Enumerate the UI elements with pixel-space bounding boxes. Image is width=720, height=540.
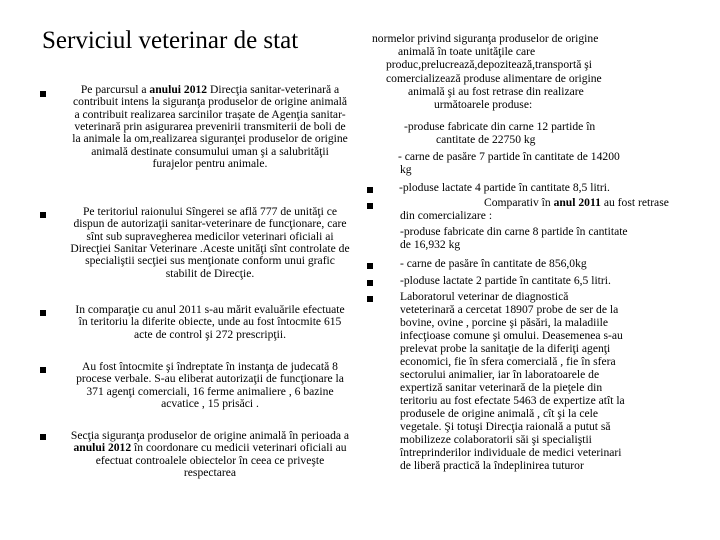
- text-line: -ploduse lactate 4 partide în cantitate 8,5 litri.: [399, 181, 610, 194]
- text-line: -produse fabricate din carne 8 partide în cantitate: [400, 225, 628, 238]
- text-line: comercializează produse alimentare de origine: [386, 72, 602, 85]
- text-line: produc,prelucrează,depozitează,transportă şi: [386, 58, 592, 71]
- bullet-icon: [367, 263, 373, 269]
- text-line: infecţioase comune şi omului. Deasemenea s-au: [400, 329, 623, 342]
- text-line: animală în toate unităţile care: [398, 45, 536, 58]
- text-line: sectorului animalier, iar în laboratoarele de: [400, 368, 600, 381]
- text-line: produsele de origine animală , cît şi la cele: [400, 407, 598, 420]
- bullet-icon: [40, 367, 46, 373]
- page-title: Serviciul veterinar de stat: [42, 27, 299, 54]
- text-line: -produse fabricate din carne 12 partide în: [404, 120, 596, 133]
- bullet-icon: [40, 212, 46, 218]
- text-line: întreprinderilor individuale de medici veterinari: [400, 446, 622, 459]
- text-line: animală şi au fost retrase din realizare: [408, 85, 584, 98]
- paragraph-units: Pe teritoriul raionului Sîngerei se află 777 de unităţi ce dispun de autorizaţii sanitar-veterinare de funcţionare, care sînt sub supravegherea medicilor veterinari oficiali ai Direcţiei Sanitar Veterinare .Aceste unităţi sînt controlate de specialiştii secţiei sus menţionate conform unui grafic stabilit de Direcţie.: [70, 205, 350, 280]
- text-line: expertiză sanitar veterinară de la pieţele din: [400, 381, 603, 394]
- text-line: - carne de pasăre 7 partide în cantitate de 14200: [398, 150, 620, 163]
- bullet-icon: [367, 280, 373, 286]
- text-line: din comercializare :: [400, 209, 493, 222]
- text-line: veteterinară a cercetat 18907 probe de ser de la: [400, 303, 619, 316]
- text-line: Laboratorul veterinar de diagnostică: [400, 290, 569, 303]
- bullet-icon: [40, 434, 46, 440]
- text-line: - carne de pasăre în cantitate de 856,0kg: [400, 257, 587, 270]
- bullet-icon: [40, 91, 46, 97]
- text-line: bovine, ovine , porcine şi păsări, la maladiile: [400, 316, 608, 329]
- paragraph-activity-2012: Pe parcursul a anului 2012 Direcţia sanitar-veterinară a contribuit intens la siguranţa produselor de origine animală a contribuit realizarea sarcinilor trașate de Agenţia sanitar-veterinară prin asigurarea prevenirii transmiterii de boli de la animale la om,realizarea siguranţei produselor de origine animală destinate consumului uman şi a salubrităţii furajelor pentru animale.: [72, 83, 348, 171]
- bullet-icon: [367, 296, 373, 302]
- text-line: prelevat probe la sanitaţie de la diferiţi agenţi: [400, 342, 611, 355]
- paragraph-controls: Secţia siguranţa produselor de origine animală în perioada a anului 2012 în coordonare cu medicii veterinari oficiali au efectuat controalele obiectelor în ceea ce priveşte respectarea: [70, 429, 350, 480]
- paragraph-comparison: In comparaţie cu anul 2011 s-au mărit evaluările efectuate în teritoriu la diferite obiecte, unde au fost întocmite 615 acte de control şi 272 prescripţii.: [75, 303, 345, 341]
- text-line: economici, fie în sfera comercială , fie în sfera: [400, 355, 616, 368]
- bullet-icon: [40, 310, 46, 316]
- text-line: -ploduse lactate 2 partide în cantitate 6,5 litri.: [400, 274, 611, 287]
- paragraph-procedures: Au fost întocmite şi îndreptate în instanţa de judecată 8 procese verbale. S-au eliberat autorizaţii de funcţionare la 371 agenţi comerciali, 16 ferme animaliere , 6 bazine acvatice , 15 prisăci .: [76, 360, 344, 411]
- text-line: mobilizeze colaboratorii săi şi specialiştii: [400, 433, 592, 446]
- text-line: următoarele produse:: [434, 98, 533, 111]
- text-line: cantitate de 22750 kg: [436, 133, 536, 146]
- text-line: teritoriu au fost efectate 5463 de expertize atît la: [400, 394, 625, 407]
- bullet-icon: [367, 187, 373, 193]
- text-line: de liberă practică la îndeplinirea tuturor: [400, 459, 584, 472]
- bullet-icon: [367, 203, 373, 209]
- text-line: normelor privind siguranţa produselor de origine: [372, 32, 599, 45]
- text-line: vegetale. Şi totuşi Direcţia raională a putut să: [400, 420, 611, 433]
- text-line: kg: [400, 163, 412, 176]
- text-line: de 16,932 kg: [400, 238, 461, 251]
- text-line: Comparativ în anul 2011 au fost retrase: [484, 196, 669, 209]
